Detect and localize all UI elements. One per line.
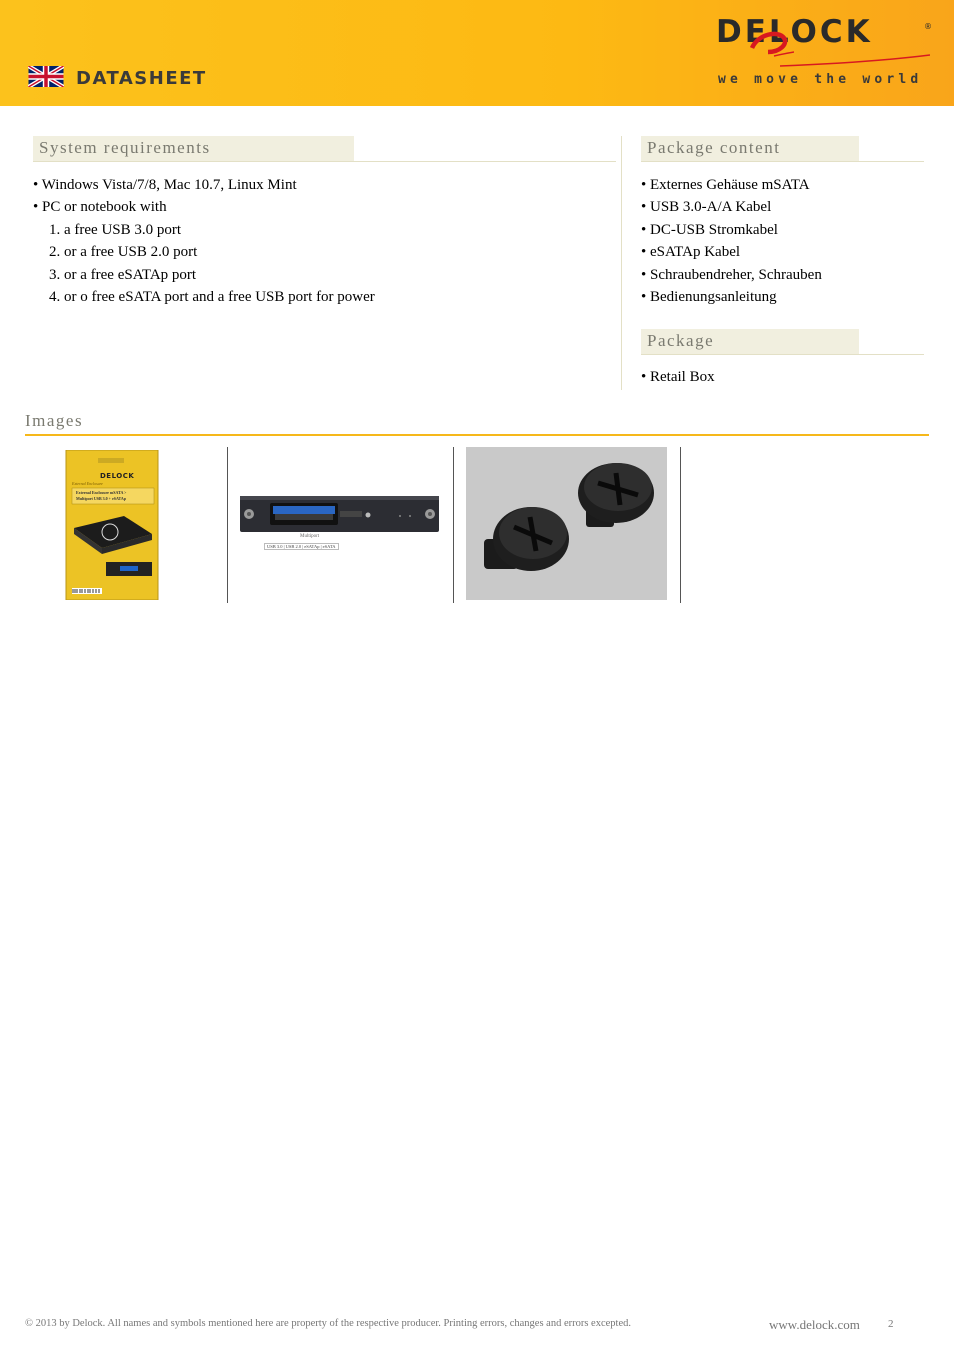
section-divider xyxy=(641,354,924,355)
package-title: Package xyxy=(641,329,859,354)
uk-flag-icon xyxy=(28,66,64,87)
list-item: • Schraubendreher, Schrauben xyxy=(641,266,822,283)
port-panel-image xyxy=(240,490,440,554)
screws-image xyxy=(466,447,667,600)
box-label-text: External Enclosure mSATA > xyxy=(76,490,127,495)
list-item: • DC-USB Stromkabel xyxy=(641,221,778,238)
package-content-list xyxy=(641,174,822,308)
box-label-text: Multiport USB 3.0 + eSATAp xyxy=(76,496,127,501)
box-brand-text: DELOCK xyxy=(100,472,135,480)
registered-mark: ® xyxy=(924,22,932,31)
footer-url-link[interactable]: www.delock.com xyxy=(769,1317,860,1332)
list-item: • Retail Box xyxy=(641,369,715,385)
list-subitem: 2. or a free USB 2.0 port xyxy=(49,244,198,261)
list-item: • USB 3.0-A/A Kabel xyxy=(641,199,772,216)
system-requirements-list xyxy=(33,174,375,308)
port-types-caption: USB 3.0 | USB 2.0 | eSATAp | eSATA xyxy=(264,543,339,550)
list-item: • eSATAp Kabel xyxy=(641,244,741,261)
list-item: • Bedienungsanleitung xyxy=(641,289,777,306)
list-item: • Windows Vista/7/8, Mac 10.7, Linux Mint xyxy=(33,177,297,193)
logo-underline-icon xyxy=(780,54,930,68)
column-divider xyxy=(621,136,622,390)
section-divider xyxy=(641,161,924,162)
page-number: 2 xyxy=(888,1318,894,1330)
doc-label: DATASHEET xyxy=(76,68,207,89)
list-subitem: 3. or a free eSATAp port xyxy=(49,266,197,283)
image-separator xyxy=(680,447,681,603)
brand-logo: DELOCK xyxy=(716,14,873,50)
image-separator xyxy=(453,447,454,603)
footer-copyright: © 2013 by Delock. All names and symbols mentioned here are property of the respective producer. Printing errors, changes and errors excepted. xyxy=(25,1318,631,1329)
list-subitem: 4. or o free eSATA port and a free USB port for power xyxy=(49,289,375,306)
image-separator xyxy=(227,447,228,603)
list-subitem: 1. a free USB 3.0 port xyxy=(49,221,182,238)
section-divider xyxy=(33,161,616,162)
box-label-text: External Enclosure xyxy=(72,481,103,486)
list-item: • Externes Gehäuse mSATA xyxy=(641,177,810,193)
images-divider xyxy=(25,434,929,436)
list-item: • PC or notebook with xyxy=(33,199,167,216)
package-content-title: Package content xyxy=(641,136,859,161)
header-banner xyxy=(0,0,954,106)
multiport-caption: Multiport xyxy=(300,534,320,539)
images-title: Images xyxy=(25,411,84,430)
package-list xyxy=(641,366,715,388)
brand-tagline: we move the world xyxy=(718,72,923,87)
system-requirements-title: System requirements xyxy=(33,136,354,161)
retail-box-image xyxy=(62,450,160,600)
